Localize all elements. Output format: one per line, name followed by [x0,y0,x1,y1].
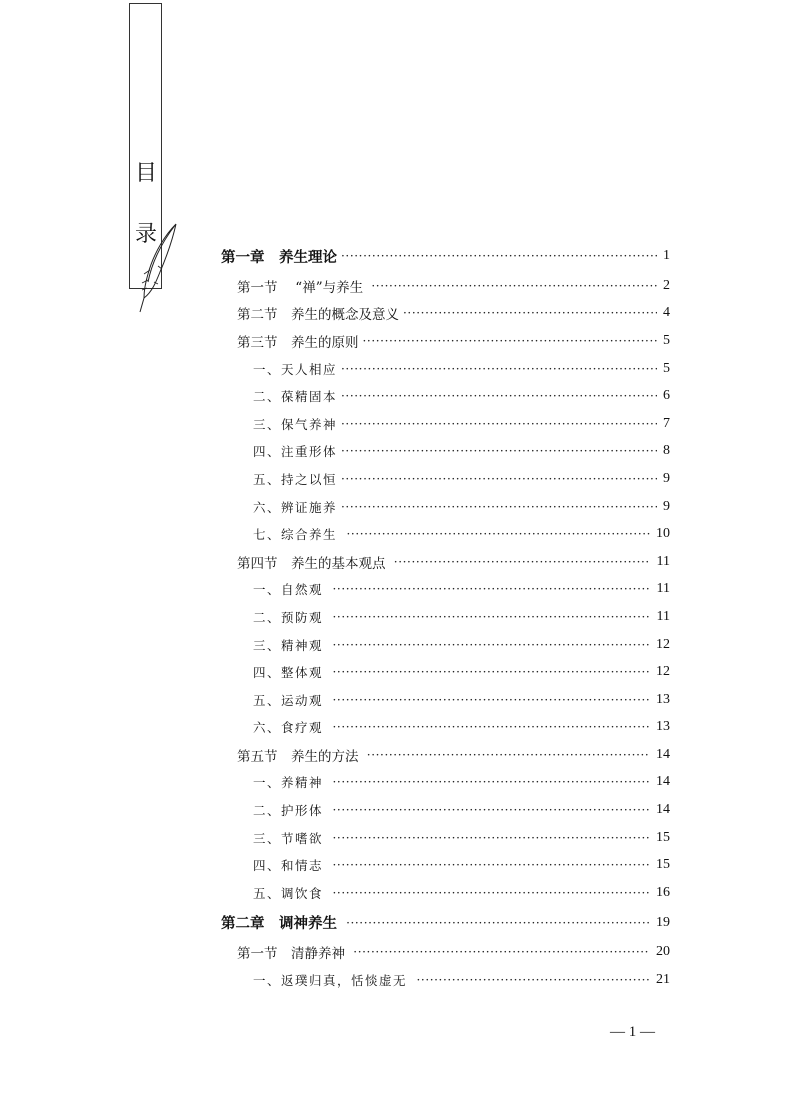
toc-entry-label: 第一节 “禅”与养生 [237,279,368,296]
toc-entry-page: 7 [663,415,670,431]
toc-entry-item[interactable] [0,686,670,714]
toc-entry-item[interactable] [0,658,670,686]
page-number: — 1 — [610,1024,655,1040]
toc-entry-page: 14 [656,746,670,762]
toc-entry-page: 12 [656,636,670,652]
toc-entry-label: 一、自然观 [253,582,329,598]
dot-leader [346,527,650,541]
toc-entry-label: 一、返璞归真，恬惔虚无 [253,973,413,989]
dot-leader [341,472,657,486]
toc-entry-chapter[interactable] [0,240,670,272]
toc-entry-item[interactable] [0,966,670,994]
toc-entry-page: 13 [656,691,670,707]
toc-title-char: 目 [134,161,157,186]
toc-entry-page: 6 [663,388,670,404]
toc-entry-item[interactable] [0,493,670,521]
toc-entry-label: 三、保气养神 [253,416,338,432]
toc-entry-item[interactable] [0,410,670,438]
toc-entry-label: 二、葆精固本 [253,389,338,405]
dot-leader [403,306,657,320]
toc-entry-page: 11 [656,553,670,569]
toc-entry-page: 13 [656,719,670,735]
toc-entry-label: 五、调饮食 [253,885,329,901]
toc-entry-item[interactable] [0,714,670,742]
toc-entry-page: 14 [656,774,670,790]
dot-leader [332,831,650,845]
toc-entry-item[interactable] [0,465,670,493]
toc-entry-page: 1 [663,248,670,263]
dot-leader [332,720,650,734]
toc-entry-label: 二、护形体 [253,803,329,819]
toc-title-char: 录 [134,222,157,247]
toc-entry-item[interactable] [0,824,670,852]
toc-entry-page: 9 [663,470,670,486]
toc-entry-label: 三、精神观 [253,637,329,653]
toc-entry-label: 六、辨证施养 [253,499,338,515]
toc-entry-page: 11 [656,608,670,624]
toc-entry-section[interactable] [0,741,670,769]
dot-leader [332,775,650,789]
toc-entry-label: 五、运动观 [253,692,329,708]
dot-leader [341,389,657,403]
toc-entry-page: 5 [663,332,670,348]
dot-leader [332,858,650,872]
toc-entry-item[interactable] [0,851,670,879]
toc-entry-section[interactable] [0,939,670,967]
toc-entry-page: 10 [656,526,670,542]
toc-entry-item[interactable] [0,631,670,659]
toc-entry-item[interactable] [0,520,670,548]
dot-leader [332,803,650,817]
toc-entry-page: 14 [656,802,670,818]
toc-entry-item[interactable] [0,603,670,631]
toc-entry-page: 4 [663,305,670,321]
dot-leader [332,693,650,707]
toc-entry-label: 三、节嗜欲 [253,830,329,846]
toc-entry-label: 七、综合养生 [253,527,343,543]
toc-entry-page: 15 [656,857,670,873]
toc-entry-item[interactable] [0,879,670,907]
toc-entry-label: 四、注重形体 [253,444,338,460]
toc-entry-item[interactable] [0,355,670,383]
toc-entry-page: 16 [656,884,670,900]
toc-entry-page: 15 [656,829,670,845]
toc-entry-item[interactable] [0,769,670,797]
dot-leader [332,582,650,596]
toc-entry-page: 19 [656,914,670,930]
dot-leader [341,417,657,431]
toc-entry-label: 二、预防观 [253,609,329,625]
toc-entry-label: 一、养精神 [253,775,329,791]
toc-entry-section[interactable] [0,327,670,355]
toc-entry-item[interactable] [0,438,670,466]
toc-entry-label: 六、食疗观 [253,720,329,736]
toc-entry-label: 第二章 调神养生 [221,915,343,933]
dot-leader [341,249,657,263]
toc-entry-section[interactable] [0,548,670,576]
dot-leader [332,638,650,652]
toc-entry-page: 11 [656,581,670,597]
toc-entry-page: 21 [656,972,670,988]
toc-entry-label: 第五节 养生的方法 [237,748,363,765]
dot-leader [332,610,650,624]
toc-entry-page: 12 [656,664,670,680]
dot-leader [332,665,650,679]
dot-leader [341,362,657,376]
toc-entry-page: 8 [663,443,670,459]
toc-entry-label: 第二节 养生的概念及意义 [237,307,399,324]
toc-entry-section[interactable] [0,272,670,300]
toc-entry-item[interactable] [0,382,670,410]
dot-leader [353,945,650,959]
toc-entry-label: 第一章 养生理论 [221,248,337,266]
toc-entry-section[interactable] [0,300,670,328]
dot-leader [346,916,650,930]
toc-entry-page: 5 [663,360,670,376]
dot-leader [367,748,650,762]
toc-entry-item[interactable] [0,796,670,824]
toc-entry-page: 2 [663,277,670,293]
toc-entry-label: 第四节 养生的基本观点 [237,555,390,572]
dot-leader [416,973,650,987]
dot-leader [341,444,657,458]
toc-entry-page: 20 [656,944,670,960]
toc-entry-label: 第一节 清静养神 [237,946,350,963]
dot-leader [341,500,657,514]
dot-leader [332,886,650,900]
dot-leader [371,279,657,293]
table-of-contents [0,240,800,994]
toc-entry-page: 9 [663,498,670,514]
toc-entry-label: 一、天人相应 [253,361,338,377]
dot-leader [363,334,658,348]
toc-entry-chapter[interactable] [0,907,670,939]
dot-leader [394,555,651,569]
toc-entry-label: 五、持之以恒 [253,471,338,487]
toc-entry-label: 第三节 养生的原则 [237,334,359,351]
toc-entry-label: 四、整体观 [253,665,329,681]
toc-entry-label: 四、和情志 [253,858,329,874]
toc-entry-item[interactable] [0,576,670,604]
